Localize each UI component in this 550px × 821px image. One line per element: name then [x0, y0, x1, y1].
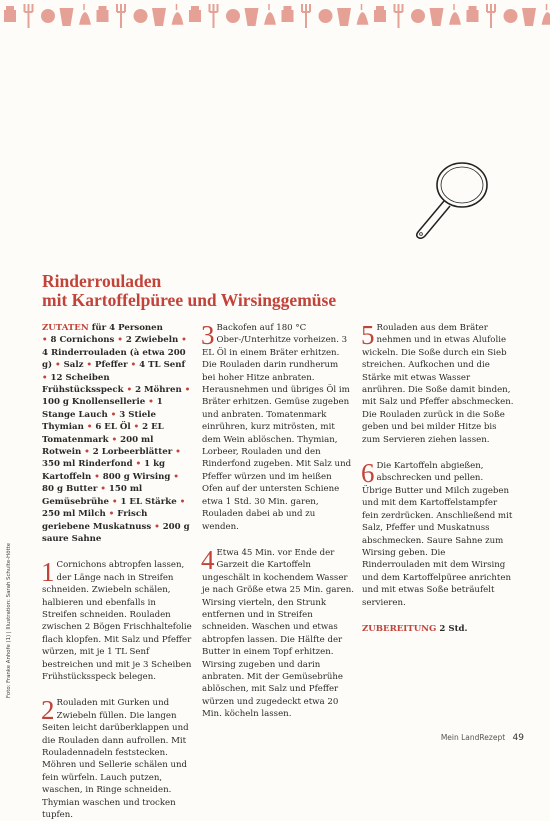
- column-2: [202, 322, 354, 721]
- ingredient-bullet: •: [173, 472, 179, 482]
- banner-icon: [117, 4, 125, 28]
- ingredient-bullet: •: [185, 385, 191, 395]
- step-number: 1: [41, 561, 55, 583]
- ingredient-item: 250 ml Milch: [42, 509, 109, 519]
- page-footer: [441, 733, 524, 743]
- step-text: Die Kartoffeln abgießen, abschrecken und pellen. Übrige Butter und Milch zugeben und mit dem Kartoffelstampfer fein zerdrücken. Anschließend mit Salz, Pfeffer und Muskatnuss abschmecken. Saure Sahne zum Wirsing geben. Die Rinderrouladen mit dem Wirsing und dem Kartoffelpüree anrichten und mit etwas Soße beträufelt servieren.: [362, 460, 514, 609]
- ingredient-item: 2 Möhren: [135, 385, 185, 395]
- prep-value: 2 Std.: [439, 624, 467, 634]
- column-3: [362, 322, 514, 635]
- step-number: 4: [201, 549, 215, 571]
- banner-icon: [226, 9, 240, 23]
- decorative-banner: [0, 0, 550, 32]
- ingredient-item: 8 Cornichons: [51, 335, 118, 345]
- credit-text: Foto: Franke Anhofe (1) | Illustration: Sarah Schulte-Hötte: [6, 543, 12, 698]
- recipe-title: [42, 272, 336, 310]
- ingredient-bullet: •: [94, 472, 103, 482]
- banner-icon: [152, 8, 166, 26]
- ingredient-bullet: •: [55, 360, 64, 370]
- ingredient-bullet: •: [87, 360, 96, 370]
- ingredient-item: 1 EL Stärke: [120, 497, 179, 507]
- frying-pan-illustration: [404, 150, 514, 260]
- ingredient-item: 200 g saure Sahne: [42, 522, 190, 544]
- step-2: [42, 697, 192, 821]
- ingredient-item: 200 ml Rotwein: [42, 435, 153, 457]
- banner-icon: [134, 9, 148, 23]
- banner-icon: [504, 9, 518, 23]
- banner-icon: [430, 8, 444, 26]
- title-line-2: mit Kartoffelpüree und Wirsinggemüse: [42, 291, 336, 310]
- ingredient-item: 1 kg Kartoffeln: [42, 459, 165, 481]
- step-text: Backofen auf 180 °C Ober-/Unterhitze vorheizen. 3 EL Öl in einem Bräter erhitzen. Die Rouladen darin rundherum bei hoher Hitze anbraten. Herausnehmen und übriges Öl im Bräter erhitzen. Gemüse zugeben und anbraten. Tomatenmark einrühren, kurz mitrösten, mit dem Wein ablöschen. Thymian, Lorbeer, Rouladen und den Rinderfond zugeben. Mit Salz und Pfeffer würzen und im heißen Ofen auf der untersten Schiene etwa 1 Std. 30 Min. garen, Rouladen dabei ab und zu wenden.: [202, 322, 354, 533]
- banner-icon: [358, 4, 368, 24]
- column-1: [42, 322, 192, 821]
- banner-icon: [450, 4, 460, 24]
- banner-icon: [245, 8, 259, 26]
- ingredient-item: 2 Lorbeerblätter: [93, 447, 176, 457]
- magazine-name: Mein LandRezept: [441, 733, 505, 742]
- banner-icon: [337, 8, 351, 26]
- ingredient-bullet: •: [134, 422, 143, 432]
- ingredient-bullet: •: [131, 360, 140, 370]
- banner-icon: [467, 6, 479, 22]
- step-text: Cornichons abtropfen lassen, der Länge nach in Streifen schneiden. Zwiebeln schälen, halbieren und ebenfalls in Streifen schneiden. Rouladen zwischen 2 Bögen Frischhaltefolie flach klopfen. Mit Salz und Pfeffer würzen, mit je 1 TL Senf bestreichen und mit je 3 Scheiben Frühstücksspeck belegen.: [42, 559, 192, 683]
- ingredient-bullet: •: [127, 385, 136, 395]
- step-number: 6: [361, 462, 375, 484]
- ingredient-item: 12 Scheiben Frühstücksspeck: [42, 373, 127, 395]
- banner-icon: [374, 6, 386, 22]
- ingredient-item: Salz: [64, 360, 87, 370]
- ingredient-bullet: •: [148, 397, 157, 407]
- ingredient-bullet: •: [42, 373, 51, 383]
- step-text: Rouladen aus dem Bräter nehmen und in etwas Alufolie wickeln. Die Soße durch ein Sieb streichen. Aufkochen und die Stärke mit etwas Wasser anrühren. Die Soße damit binden, mit Salz und Pfeffer abschmecken. Die Rouladen zurück in die Soße geben und bei milder Hitze bis zum Servieren ziehen lassen.: [362, 322, 514, 446]
- step-5: [362, 322, 514, 446]
- banner-icon: [189, 6, 201, 22]
- step-text: Rouladen mit Gurken und Zwiebeln füllen. Die langen Seiten leicht darüberklappen und die Rouladen dann aufrollen. Mit Rouladennadeln feststecken. Möhren und Sellerie schälen und fein würfeln. Lauch putzen, waschen, in Ringe schneiden. Thymian waschen und trocken tupfen.: [42, 697, 192, 821]
- banner-icon: [543, 4, 550, 24]
- ingredient-bullet: •: [181, 335, 187, 345]
- banner-icon: [173, 4, 183, 24]
- prep-label: ZUBEREITUNG: [362, 624, 436, 634]
- ingredient-item: 6 EL Öl: [95, 422, 133, 432]
- ingredient-bullet: •: [42, 335, 51, 345]
- banner-icon: [210, 4, 218, 28]
- ingredient-item: Pfeffer: [95, 360, 131, 370]
- ingredient-item: 2 EL Tomatenmark: [42, 422, 164, 444]
- ingredient-bullet: •: [154, 522, 163, 532]
- step-text: Etwa 45 Min. vor Ende der Garzeit die Kartoffeln ungeschält in kochendem Wasser je nach Größe etwa 25 Min. garen. Wirsing vierteln, den Strunk entfernen und in Streifen schneiden. Waschen und etwas abtropfen lassen. Die Hälfte der Butter in einem Topf erhitzen. Wirsing zugeben und darin anbraten. Mit der Gemüsebrühe ablöschen, mit Salz und Pfeffer würzen und zugedeckt etwa 20 Min. köcheln lassen.: [202, 547, 354, 721]
- banner-icon: [80, 4, 90, 24]
- step-number: 3: [201, 324, 215, 346]
- step-4: [202, 547, 354, 721]
- ingredient-item: 800 g Wirsing: [103, 472, 174, 482]
- ingredient-item: 150 ml Gemüsebrühe: [42, 484, 142, 506]
- ingredient-bullet: •: [100, 484, 109, 494]
- ingredient-item: 3 Stiele Thymian: [42, 410, 156, 432]
- banner-icon: [319, 9, 333, 23]
- ingredient-bullet: •: [87, 422, 96, 432]
- ingredient-item: 100 g Knollensellerie: [42, 397, 148, 407]
- title-line-1: Rinderrouladen: [42, 272, 336, 291]
- banner-icon: [282, 6, 294, 22]
- ingredient-bullet: •: [112, 435, 121, 445]
- banner-icon: [41, 9, 55, 23]
- page-number: 49: [513, 733, 524, 743]
- step-3: [202, 322, 354, 533]
- photo-credit: [6, 538, 18, 698]
- servings: für 4 Personen: [92, 323, 163, 333]
- ingredient-item: 4 TL Senf: [139, 360, 185, 370]
- ingredient-bullet: •: [84, 447, 93, 457]
- banner-icon: [265, 4, 275, 24]
- ingredient-item: 1 Stange Lauch: [42, 397, 163, 419]
- prep-time: [362, 623, 514, 635]
- ingredient-item: 80 g Butter: [42, 484, 100, 494]
- ingredient-bullet: •: [112, 497, 121, 507]
- ingredient-bullet: •: [136, 459, 145, 469]
- ingredients-heading: [42, 322, 192, 334]
- ingredient-item: 350 ml Rinderfond: [42, 459, 136, 469]
- banner-icon: [487, 4, 495, 28]
- banner-icon: [302, 4, 310, 28]
- banner-icon: [60, 8, 74, 26]
- ingredient-bullet: •: [180, 497, 186, 507]
- banner-icon: [4, 6, 16, 22]
- ingredient-bullet: •: [175, 447, 181, 457]
- banner-icon: [25, 4, 33, 28]
- ingredient-item: 4 Rinderrouladen (à etwa 200 g): [42, 348, 186, 370]
- banner-icon: [411, 9, 425, 23]
- ingredients-label: ZUTATEN: [42, 323, 89, 333]
- ingredient-bullet: •: [109, 509, 118, 519]
- step-number: 5: [361, 324, 375, 346]
- step-1: [42, 559, 192, 683]
- ingredients-list: [42, 334, 192, 545]
- banner-icon: [522, 8, 536, 26]
- ingredient-bullet: •: [117, 335, 126, 345]
- ingredient-bullet: •: [111, 410, 120, 420]
- ingredient-item: 2 Zwiebeln: [126, 335, 181, 345]
- step-number: 2: [41, 699, 55, 721]
- banner-icon: [97, 6, 109, 22]
- ingredient-item: Frisch geriebene Muskatnuss: [42, 509, 154, 531]
- banner-icon: [395, 4, 403, 28]
- step-6: [362, 460, 514, 609]
